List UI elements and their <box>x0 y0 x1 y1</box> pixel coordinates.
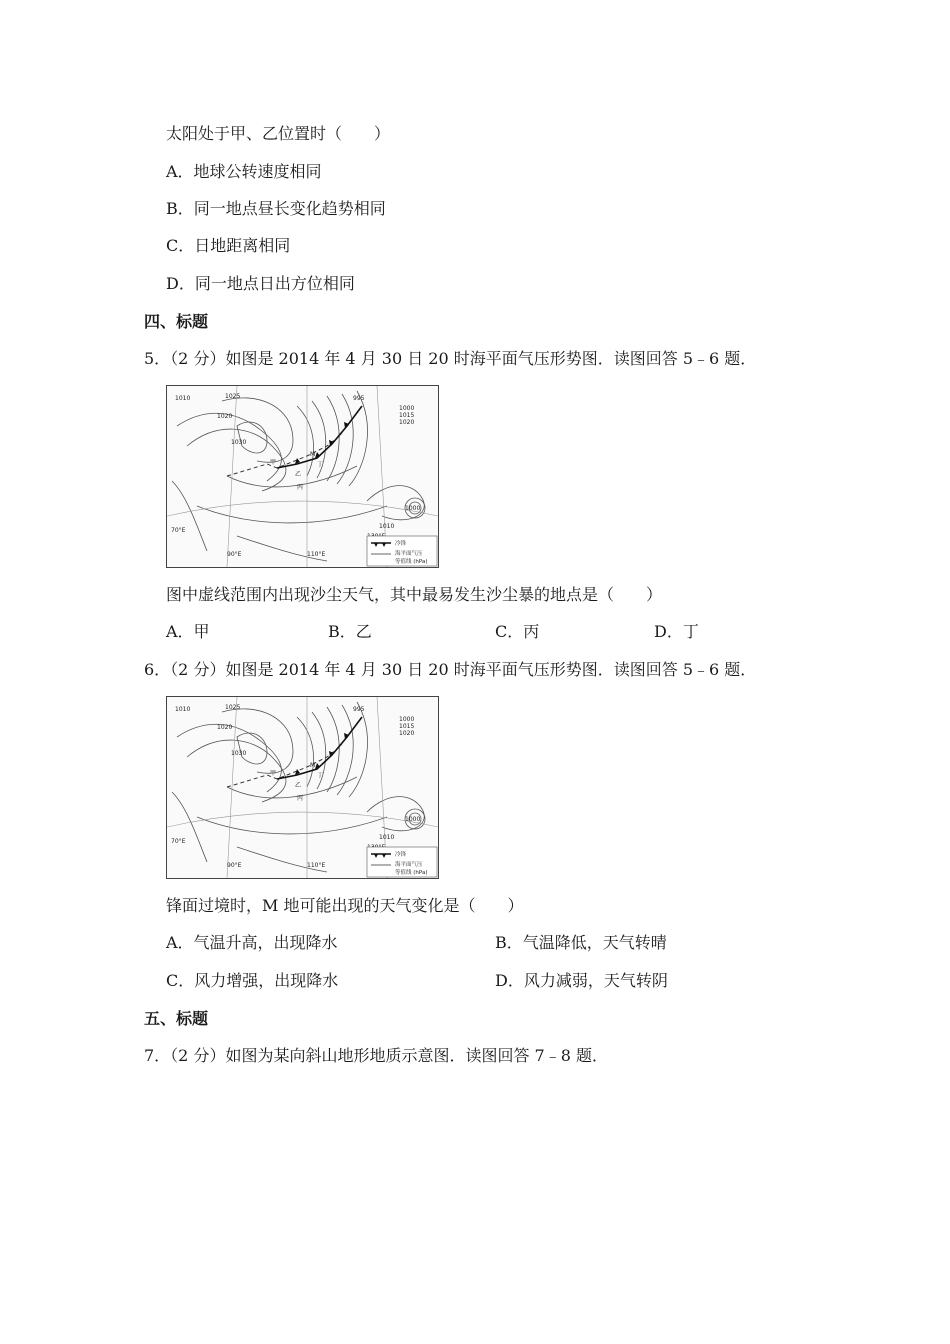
q4-option-a[interactable]: A．地球公转速度相同 <box>166 162 322 181</box>
place-ding: 丁 <box>317 461 324 468</box>
q6-stem: 6．（2 分）如图是 2014 年 4 月 30 日 20 时海平面气压形势图．读图回答 5﹣6 题． <box>144 660 757 679</box>
isobar-label-1000: 1000 <box>399 716 415 723</box>
q5-question: 图中虚线范围内出现沙尘天气，其中最易发生沙尘暴的地点是（ ） <box>166 585 663 604</box>
lon-110e: 110°E <box>307 862 326 869</box>
isobar-label-1000b: 1000 <box>405 816 421 823</box>
place-yi: 乙 <box>295 782 302 789</box>
legend-isobar: 等值线 (hPa) <box>395 870 428 876</box>
section-4-title: 四、标题 <box>144 312 209 331</box>
place-m: M <box>310 451 316 458</box>
q4-option-c[interactable]: C．日地距离相同 <box>166 236 291 255</box>
legend-cold-front: 冷锋 <box>395 852 407 858</box>
isobar-label-1025: 1025 <box>225 393 241 400</box>
map-legend <box>367 536 437 566</box>
isobar-label-1030: 1030 <box>231 750 247 757</box>
map-legend <box>367 847 437 877</box>
isobar-label-1020: 1020 <box>217 413 233 420</box>
isobar-label-1010: 1010 <box>175 706 191 713</box>
isobar-label-1020b: 1020 <box>399 730 415 737</box>
section-5-title: 五、标题 <box>144 1009 209 1028</box>
q4-option-d[interactable]: D．同一地点日出方位相同 <box>166 274 355 293</box>
isobar-label-1015: 1015 <box>399 723 415 730</box>
lon-110e: 110°E <box>307 551 326 558</box>
q5-option-a[interactable]: A．甲 <box>166 622 210 641</box>
lon-90e: 90°E <box>227 551 242 558</box>
isobar-label-1020b: 1020 <box>399 419 415 426</box>
q6-option-c[interactable]: C．风力增强，出现降水 <box>166 971 339 990</box>
place-yi: 乙 <box>295 471 302 478</box>
isobar-label-1010b: 1010 <box>379 523 395 530</box>
isobar-label-1020: 1020 <box>217 724 233 731</box>
pressure-map-figure-2 <box>167 697 438 878</box>
isobar-label-995: 995 <box>353 395 365 402</box>
q6-option-a[interactable]: A．气温升高，出现降水 <box>166 933 338 952</box>
legend-pressure: 海平面气压 <box>395 862 423 868</box>
q6-question: 锋面过境时，M 地可能出现的天气变化是（ ） <box>166 896 524 915</box>
isobar-label-1030: 1030 <box>231 439 247 446</box>
isobar-label-1000: 1000 <box>399 405 415 412</box>
q6-option-b[interactable]: B．气温降低，天气转晴 <box>495 933 667 952</box>
pressure-map-q6 <box>166 696 439 879</box>
q7-stem: 7．（2 分）如图为某向斜山地形地质示意图．读图回答 7﹣8 题． <box>144 1046 608 1065</box>
isobar-label-1025: 1025 <box>225 704 241 711</box>
q5-option-d[interactable]: D．丁 <box>654 622 699 641</box>
lon-90e: 90°E <box>227 862 242 869</box>
place-jia: 甲 <box>270 770 277 777</box>
isobar-label-1010: 1010 <box>175 395 191 402</box>
place-m: M <box>310 762 316 769</box>
lon-70e: 70°E <box>171 527 186 534</box>
place-jia: 甲 <box>270 459 277 466</box>
isobar-label-1010b: 1010 <box>379 834 395 841</box>
place-ding: 丁 <box>317 772 324 779</box>
legend-cold-front: 冷锋 <box>395 541 407 547</box>
isobar-label-1015: 1015 <box>399 412 415 419</box>
q4-option-b[interactable]: B．同一地点昼长变化趋势相同 <box>166 199 386 218</box>
q5-option-c[interactable]: C．丙 <box>495 622 540 641</box>
q6-option-d[interactable]: D．风力减弱，天气转阴 <box>495 971 668 990</box>
q5-stem: 5．（2 分）如图是 2014 年 4 月 30 日 20 时海平面气压形势图．读图回答 5﹣6 题． <box>144 349 757 368</box>
q5-option-b[interactable]: B．乙 <box>328 622 372 641</box>
isobar-label-1000b: 1000 <box>405 505 421 512</box>
lon-70e: 70°E <box>171 838 186 845</box>
place-bing: 丙 <box>297 795 304 802</box>
legend-pressure: 海平面气压 <box>395 551 423 557</box>
pressure-map-figure <box>167 386 438 567</box>
pressure-map-q5 <box>166 385 439 568</box>
q4-stem: 太阳处于甲、乙位置时（ ） <box>166 124 391 143</box>
isobar-label-995: 995 <box>353 706 365 713</box>
place-bing: 丙 <box>297 484 304 491</box>
legend-isobar: 等值线 (hPa) <box>395 559 428 565</box>
